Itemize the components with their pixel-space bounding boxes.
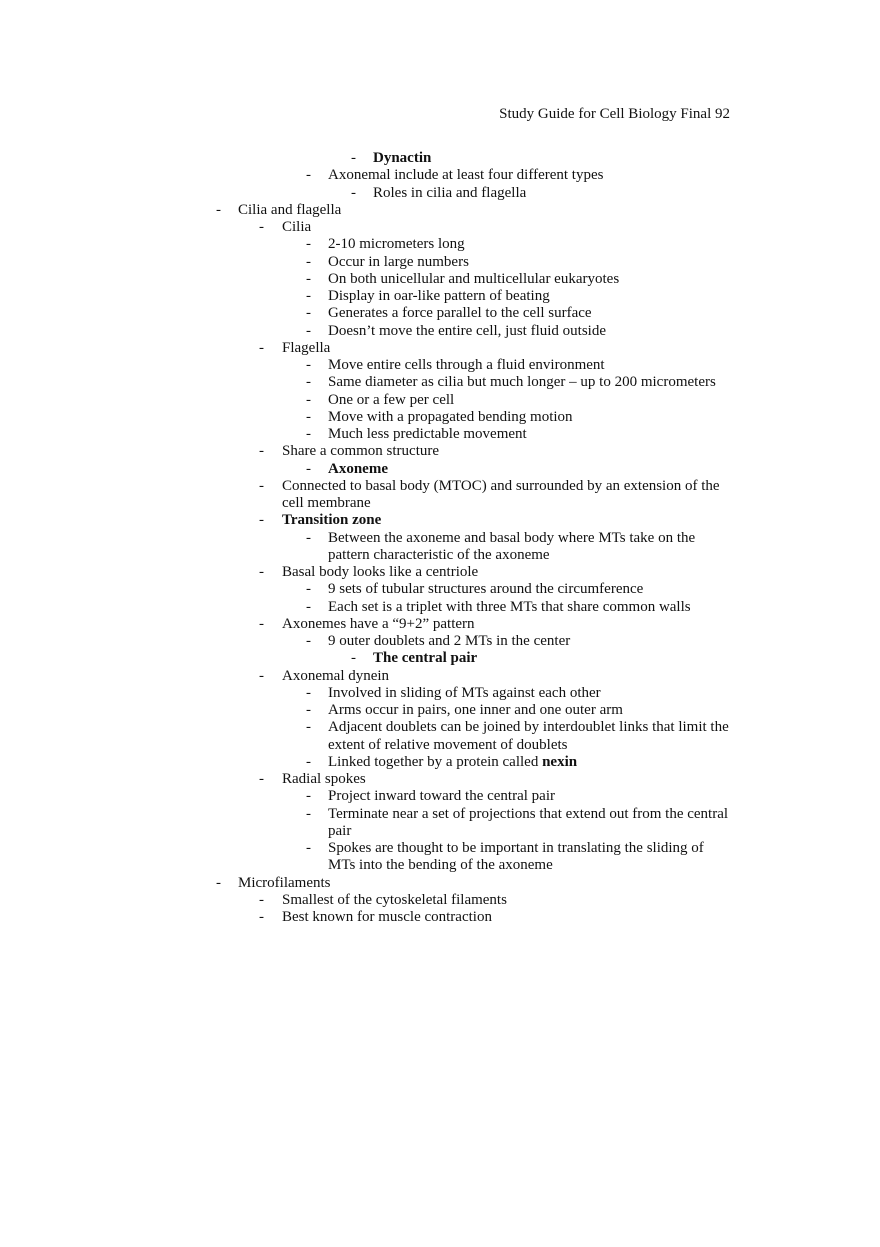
outline-item xyxy=(0,892,880,909)
outline-text xyxy=(328,288,550,305)
text-run: Each set is a triplet with three MTs that share common walls xyxy=(328,598,691,615)
bold-term: nexin xyxy=(542,753,578,770)
outline-item xyxy=(0,719,880,736)
text-run: Roles in cilia and flagella xyxy=(373,184,527,201)
bullet-dash: - xyxy=(306,581,311,598)
bullet-dash: - xyxy=(306,719,311,736)
text-run: Doesn’t move the entire cell, just fluid outside xyxy=(328,322,606,339)
bullet-dash: - xyxy=(306,805,311,822)
text-run: Much less predictable movement xyxy=(328,426,527,442)
text-run: Involved in sliding of MTs against each other xyxy=(328,684,601,701)
text-run: Between the axoneme and basal body where MTs take on the xyxy=(328,529,696,546)
outline-text xyxy=(328,840,704,857)
bullet-dash: - xyxy=(306,236,311,253)
bullet-dash: - xyxy=(306,167,311,184)
text-run: Spokes are thought to be important in translating the sliding of xyxy=(328,840,704,856)
outline-text xyxy=(328,806,728,823)
outline-text xyxy=(328,581,643,598)
bullet-dash: - xyxy=(306,374,311,391)
text-run: Best known for muscle contraction xyxy=(282,909,492,925)
outline-item xyxy=(0,875,880,892)
outline-text xyxy=(328,737,568,754)
outline-text xyxy=(328,426,527,443)
bullet-dash: - xyxy=(306,702,311,718)
text-run: Axonemal dynein xyxy=(282,667,390,684)
outline-text xyxy=(328,754,577,771)
outline-item xyxy=(0,633,880,650)
bold-term: Dynactin xyxy=(373,150,432,166)
text-run: Flagella xyxy=(282,339,331,356)
outline-item xyxy=(0,909,880,926)
bullet-dash: - xyxy=(306,426,311,442)
outline-text xyxy=(373,650,477,667)
outline-item xyxy=(0,495,880,512)
outline-item xyxy=(0,254,880,271)
outline-item xyxy=(0,599,880,616)
outline-item xyxy=(0,167,880,184)
outline-text xyxy=(328,599,691,616)
text-run: MTs into the bending of the axoneme xyxy=(328,857,553,874)
text-run: Project inward toward the central pair xyxy=(328,788,555,805)
outline-text xyxy=(373,150,431,167)
outline-item xyxy=(0,185,880,202)
text-run: Linked together by a protein called xyxy=(328,753,543,770)
outline-item xyxy=(0,754,880,771)
outline-item xyxy=(0,857,880,874)
text-run: One or a few per cell xyxy=(328,391,455,408)
page-header: Study Guide for Cell Biology Final 92 xyxy=(499,106,730,122)
bullet-dash: - xyxy=(216,874,221,891)
outline-item xyxy=(0,530,880,547)
bullet-dash: - xyxy=(306,322,311,339)
outline-text xyxy=(328,167,603,184)
outline-item xyxy=(0,288,880,305)
outline-item xyxy=(0,702,880,719)
bullet-dash: - xyxy=(306,460,311,477)
bullet-dash: - xyxy=(351,650,356,667)
text-run: Radial spokes xyxy=(282,771,366,787)
bullet-dash: - xyxy=(306,408,311,425)
outline-text xyxy=(282,668,389,685)
outline-text xyxy=(328,392,454,409)
text-run: Adjacent doublets can be joined by interdoublet links that limit the xyxy=(328,719,729,736)
bullet-dash: - xyxy=(306,684,311,701)
outline-text xyxy=(328,374,716,391)
outline-item xyxy=(0,219,880,236)
bullet-dash: - xyxy=(259,891,264,908)
outline-text xyxy=(282,564,478,581)
outline-text xyxy=(328,719,729,736)
outline-text xyxy=(328,788,555,805)
outline-text xyxy=(238,202,341,219)
outline-text xyxy=(328,857,553,874)
outline-item xyxy=(0,409,880,426)
bullet-dash: - xyxy=(306,753,311,770)
outline-text xyxy=(282,892,507,909)
text-run: 9 sets of tubular structures around the circumference xyxy=(328,581,644,598)
bullet-dash: - xyxy=(259,443,264,460)
outline-item xyxy=(0,340,880,357)
bullet-dash: - xyxy=(351,150,356,166)
outline-text xyxy=(328,823,351,840)
text-run: 9 outer doublets and 2 MTs in the center xyxy=(328,633,571,649)
outline-text xyxy=(282,443,439,460)
text-run: Axonemal include at least four different types xyxy=(328,167,604,184)
outline-text xyxy=(282,909,492,926)
outline-item xyxy=(0,737,880,754)
bullet-dash: - xyxy=(259,564,264,580)
outline-text xyxy=(328,323,606,340)
text-run: 2-10 micrometers long xyxy=(328,236,465,253)
outline-item xyxy=(0,357,880,374)
outline-item xyxy=(0,305,880,322)
text-run: Arms occur in pairs, one inner and one outer arm xyxy=(328,702,623,718)
text-run: pair xyxy=(328,822,352,839)
text-run: Terminate near a set of projections that extend out from the central xyxy=(328,805,729,822)
bullet-dash: - xyxy=(306,305,311,322)
outline-text xyxy=(328,271,619,288)
outline-item xyxy=(0,323,880,340)
bullet-dash: - xyxy=(306,840,311,856)
outline-item xyxy=(0,823,880,840)
outline-item xyxy=(0,512,880,529)
bullet-dash: - xyxy=(259,512,264,529)
text-run: Display in oar-like pattern of beating xyxy=(328,288,550,304)
outline-item xyxy=(0,650,880,667)
bullet-dash: - xyxy=(306,253,311,270)
text-run: Move entire cells through a fluid environment xyxy=(328,357,605,373)
text-run: Occur in large numbers xyxy=(328,253,469,270)
bullet-dash: - xyxy=(259,477,264,494)
outline-text xyxy=(328,254,469,271)
text-run: Cilia xyxy=(282,219,312,235)
outline-item xyxy=(0,443,880,460)
outline-text xyxy=(328,461,388,478)
text-run: Same diameter as cilia but much longer – up to 200 micrometers xyxy=(328,374,716,391)
bullet-dash: - xyxy=(306,270,311,287)
outline-text xyxy=(328,547,550,564)
outline-item xyxy=(0,236,880,253)
bullet-dash: - xyxy=(306,598,311,615)
outline-item xyxy=(0,202,880,219)
text-run: On both unicellular and multicellular eukaryotes xyxy=(328,270,620,287)
outline-item xyxy=(0,392,880,409)
outline-text xyxy=(282,512,381,529)
outline-item xyxy=(0,150,880,167)
bullet-dash: - xyxy=(259,909,264,925)
outline-item xyxy=(0,788,880,805)
outline-item xyxy=(0,840,880,857)
bold-term: Axoneme xyxy=(328,460,388,477)
outline-item xyxy=(0,478,880,495)
outline-text xyxy=(282,616,475,633)
outline-item xyxy=(0,426,880,443)
outline-text xyxy=(328,685,601,702)
text-run: Move with a propagated bending motion xyxy=(328,408,573,425)
outline-text xyxy=(238,875,330,892)
text-run: extent of relative movement of doublets xyxy=(328,736,568,753)
text-run: Basal body looks like a centriole xyxy=(282,564,479,580)
bullet-dash: - xyxy=(306,288,311,304)
bullet-dash: - xyxy=(351,184,356,201)
bullet-dash: - xyxy=(259,771,264,787)
outline-text xyxy=(328,409,573,426)
bullet-dash: - xyxy=(259,219,264,235)
outline-item xyxy=(0,581,880,598)
bullet-dash: - xyxy=(306,391,311,408)
bullet-dash: - xyxy=(216,201,221,218)
outline-text xyxy=(328,530,695,547)
outline-text xyxy=(282,219,311,236)
outline-text xyxy=(328,357,605,374)
bullet-dash: - xyxy=(259,339,264,356)
outline-text xyxy=(328,702,623,719)
text-run: Connected to basal body (MTOC) and surrounded by an extension of the xyxy=(282,477,720,494)
bullet-dash: - xyxy=(259,667,264,684)
bullet-dash: - xyxy=(306,633,311,649)
text-run: Share a common structure xyxy=(282,443,440,460)
outline-item xyxy=(0,374,880,391)
outline-text xyxy=(328,633,570,650)
bold-term: The central pair xyxy=(373,650,478,667)
outline-text xyxy=(282,340,330,357)
outline-item xyxy=(0,685,880,702)
text-run: Cilia and flagella xyxy=(238,201,342,218)
outline-text xyxy=(282,771,366,788)
outline-item xyxy=(0,547,880,564)
outline-item xyxy=(0,806,880,823)
outline-item xyxy=(0,271,880,288)
text-run: Smallest of the cytoskeletal filaments xyxy=(282,891,507,908)
outline-item xyxy=(0,668,880,685)
outline-text xyxy=(373,185,526,202)
outline-item xyxy=(0,461,880,478)
bullet-dash: - xyxy=(306,357,311,373)
text-run: Axonemes have a “9+2” pattern xyxy=(282,615,475,632)
text-run: Microfilaments xyxy=(238,874,331,891)
bold-term: Transition zone xyxy=(282,512,382,529)
bullet-dash: - xyxy=(306,529,311,546)
bullet-dash: - xyxy=(306,788,311,805)
outline-item xyxy=(0,564,880,581)
outline-text xyxy=(328,305,592,322)
outline-text xyxy=(282,478,720,495)
outline-item xyxy=(0,771,880,788)
text-run: cell membrane xyxy=(282,495,371,511)
text-run: Generates a force parallel to the cell surface xyxy=(328,305,592,322)
text-run: pattern characteristic of the axoneme xyxy=(328,546,550,563)
outline-text xyxy=(282,495,371,512)
outline-item xyxy=(0,616,880,633)
bullet-dash: - xyxy=(259,615,264,632)
outline-text xyxy=(328,236,465,253)
